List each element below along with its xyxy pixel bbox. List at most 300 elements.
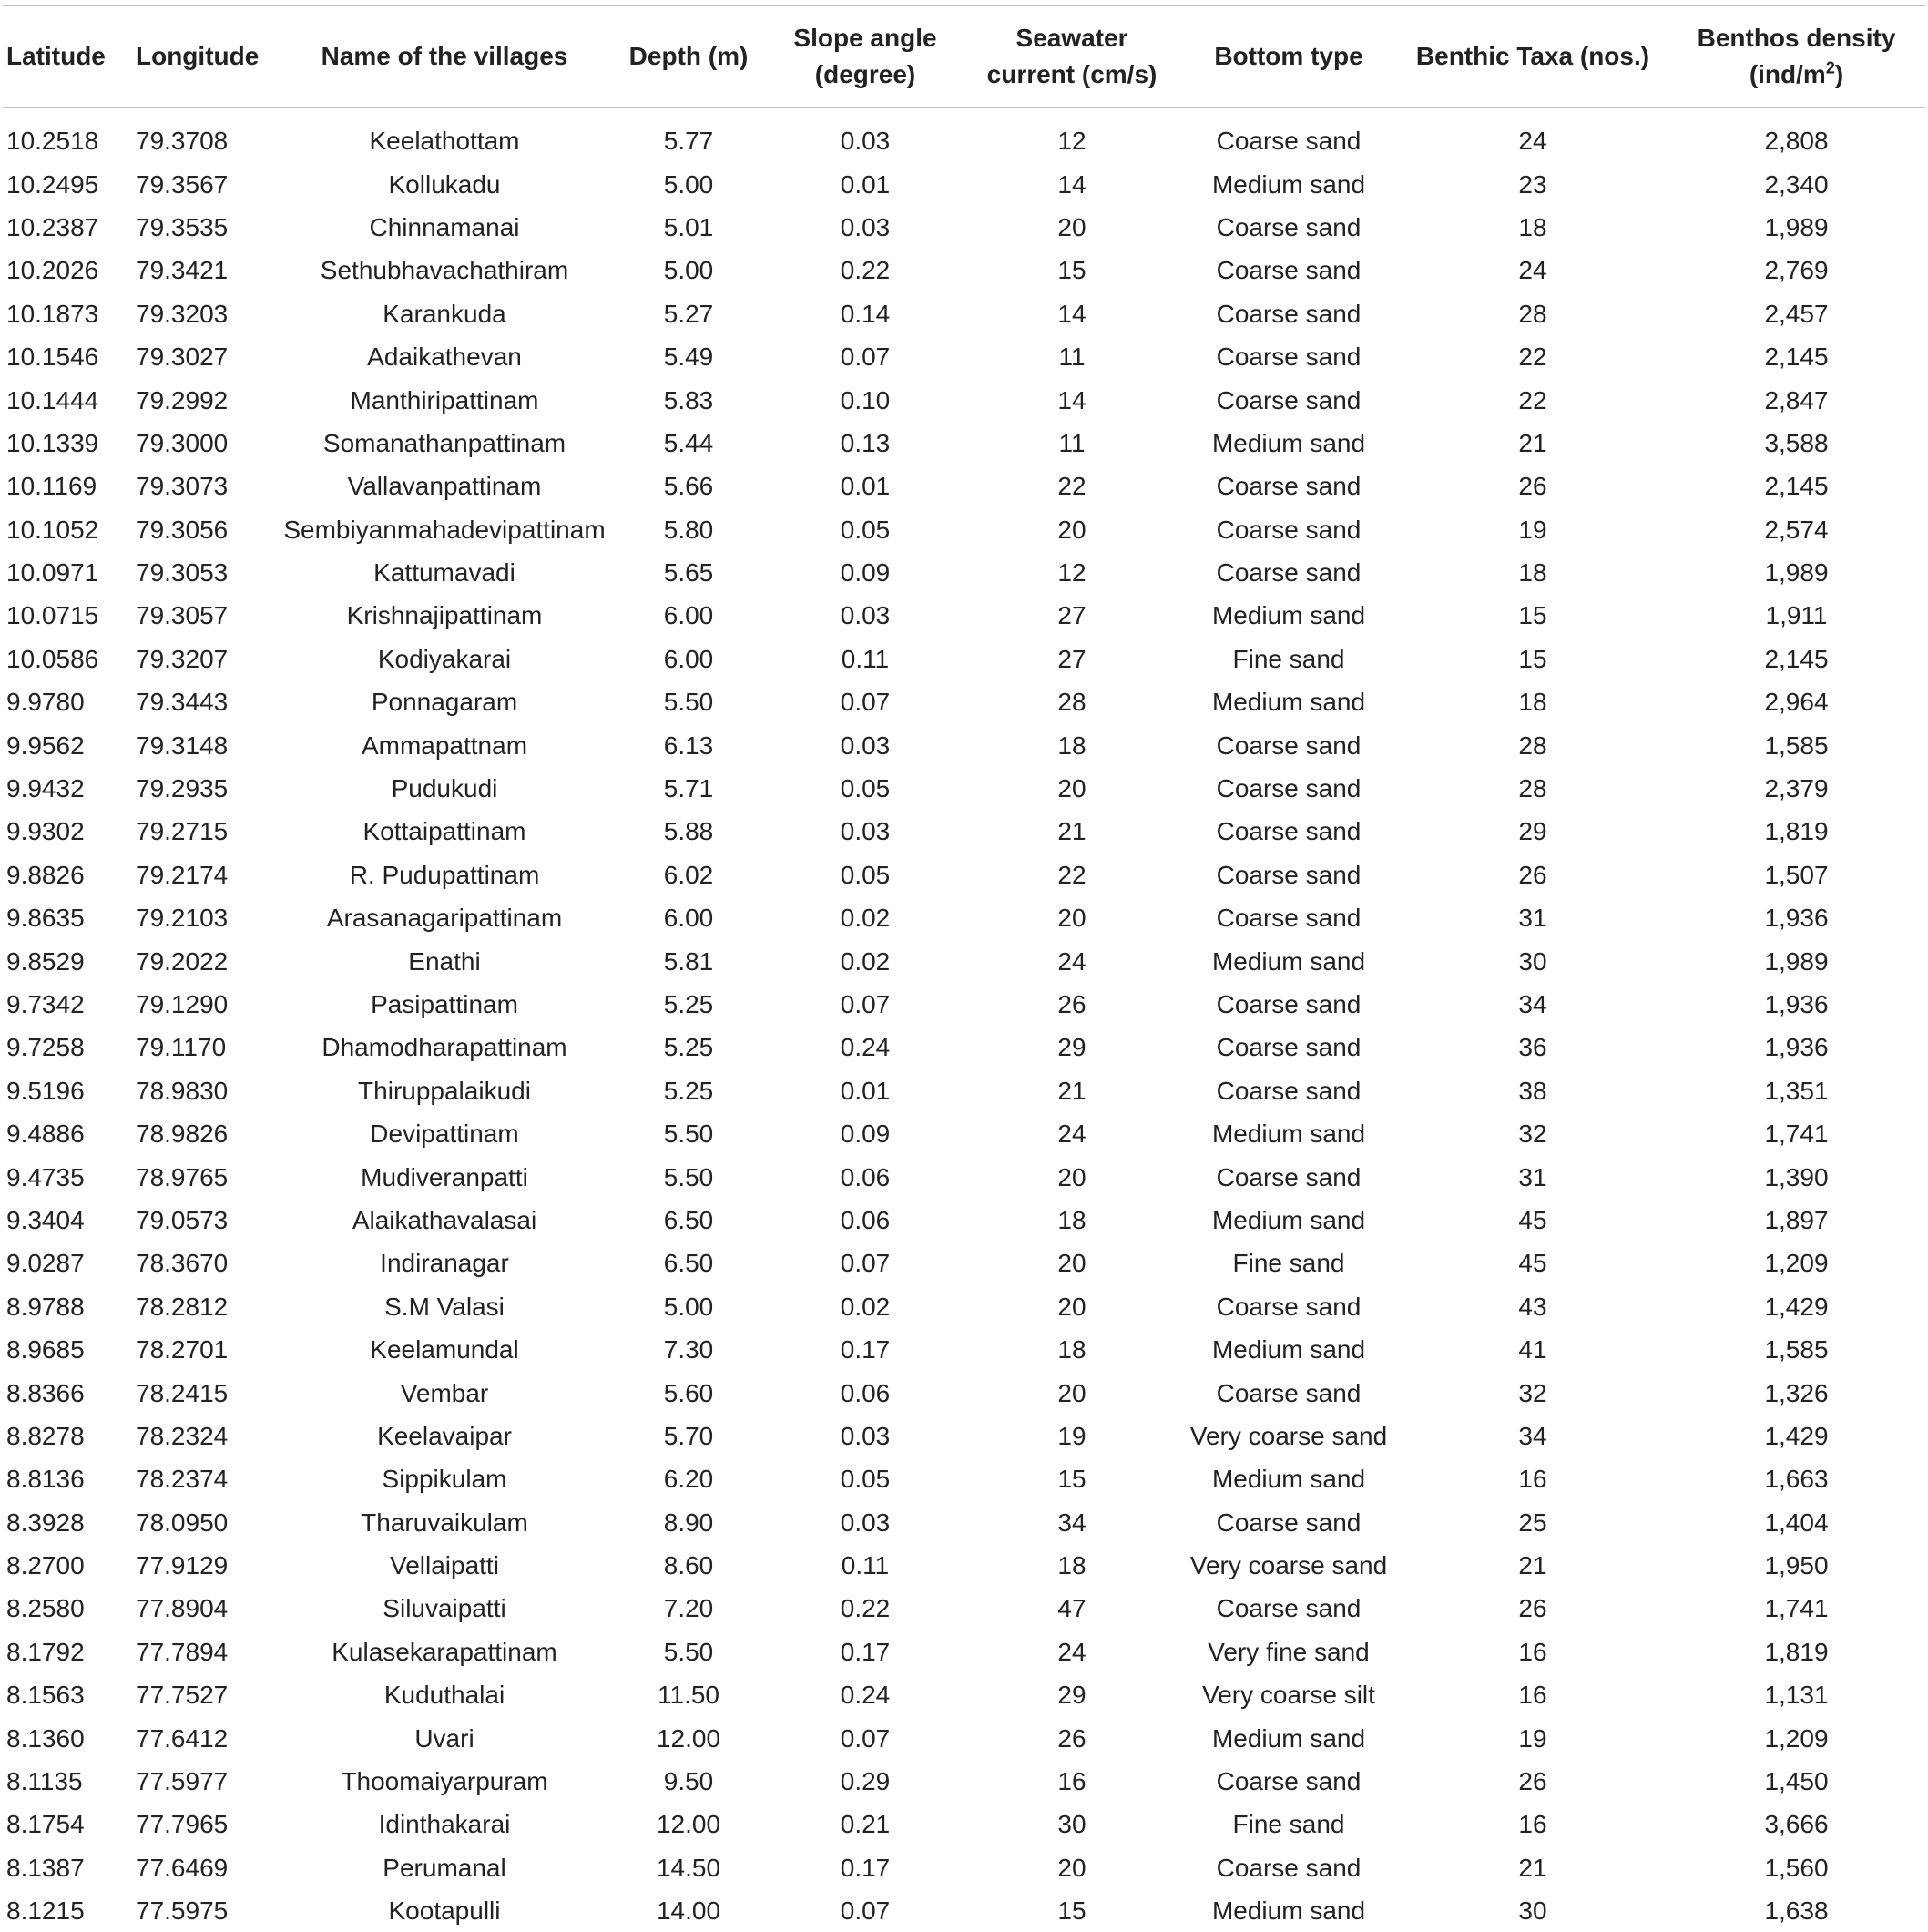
cell-latitude: 10.1873 bbox=[6, 299, 99, 328]
cell-village-name: S.M Valasi bbox=[384, 1292, 505, 1321]
cell-village-name: Vembar bbox=[400, 1378, 489, 1407]
cell-seawater-current: 18 bbox=[1057, 1551, 1086, 1580]
cell-village-name: Ammapattnam bbox=[361, 731, 528, 760]
cell-bottom-type: Coarse sand bbox=[1216, 860, 1362, 889]
cell-depth: 5.27 bbox=[663, 299, 714, 328]
cell-bottom-type: Coarse sand bbox=[1216, 1767, 1362, 1796]
cell-benthos-density: 1,209 bbox=[1764, 1723, 1829, 1753]
cell-slope-angle: 0.05 bbox=[840, 774, 891, 803]
cell-benthos-density: 1,911 bbox=[1765, 601, 1828, 630]
header-depth: Depth (m) bbox=[611, 5, 766, 107]
header-bottom-type: Bottom type bbox=[1179, 5, 1398, 107]
cell-village-name: Tharuvaikulam bbox=[361, 1508, 528, 1537]
table-row bbox=[3, 1112, 1925, 1155]
cell-slope-angle: 0.09 bbox=[840, 558, 891, 588]
cell-latitude: 10.1052 bbox=[6, 515, 99, 544]
cell-benthic-taxa: 32 bbox=[1518, 1119, 1547, 1149]
cell-slope-angle: 0.17 bbox=[840, 1853, 891, 1882]
cell-village-name: Kattumavadi bbox=[373, 558, 515, 588]
table-row bbox=[3, 508, 1925, 551]
cell-latitude: 8.1135 bbox=[6, 1767, 83, 1796]
cell-latitude: 10.0715 bbox=[6, 601, 99, 630]
cell-latitude: 10.1169 bbox=[6, 472, 97, 501]
table-row bbox=[3, 1242, 1925, 1284]
cell-benthos-density: 2,145 bbox=[1764, 644, 1829, 673]
cell-bottom-type: Coarse sand bbox=[1216, 731, 1362, 760]
cell-benthic-taxa: 24 bbox=[1518, 127, 1547, 156]
cell-slope-angle: 0.22 bbox=[840, 1594, 891, 1623]
cell-village-name: Sembiyanmahadevipattinam bbox=[283, 515, 606, 544]
table-row bbox=[3, 1544, 1925, 1587]
cell-slope-angle: 0.07 bbox=[840, 1249, 891, 1278]
cell-latitude: 9.5196 bbox=[6, 1076, 85, 1105]
cell-seawater-current: 21 bbox=[1057, 817, 1086, 846]
cell-slope-angle: 0.02 bbox=[840, 1292, 891, 1321]
cell-village-name: Enathi bbox=[408, 946, 481, 976]
cell-benthic-taxa: 31 bbox=[1518, 1162, 1547, 1191]
cell-latitude: 9.8635 bbox=[6, 904, 85, 933]
cell-village-name: Somanathanpattinam bbox=[322, 428, 566, 457]
cell-bottom-type: Coarse sand bbox=[1216, 127, 1362, 156]
cell-benthos-density: 2,769 bbox=[1764, 256, 1829, 285]
cell-benthic-taxa: 23 bbox=[1518, 169, 1547, 199]
cell-slope-angle: 0.17 bbox=[840, 1637, 891, 1666]
cell-village-name: R. Pudupattinam bbox=[349, 860, 540, 889]
cell-longitude: 78.9830 bbox=[136, 1076, 229, 1105]
cell-depth: 6.20 bbox=[663, 1465, 714, 1494]
cell-slope-angle: 0.09 bbox=[840, 1119, 891, 1149]
cell-depth: 5.60 bbox=[663, 1378, 714, 1407]
cell-latitude: 8.2580 bbox=[6, 1594, 85, 1623]
table-row bbox=[3, 551, 1925, 594]
cell-benthos-density: 1,741 bbox=[1764, 1594, 1829, 1623]
table-header-row bbox=[3, 5, 1925, 107]
cell-benthic-taxa: 29 bbox=[1518, 817, 1547, 846]
cell-depth: 5.77 bbox=[663, 127, 714, 156]
cell-bottom-type: Medium sand bbox=[1211, 688, 1366, 717]
cell-benthic-taxa: 19 bbox=[1518, 1723, 1547, 1753]
cell-village-name: Pudukudi bbox=[391, 774, 498, 803]
cell-depth: 8.60 bbox=[663, 1551, 714, 1580]
cell-bottom-type: Very fine sand bbox=[1208, 1637, 1370, 1666]
cell-seawater-current: 28 bbox=[1057, 688, 1086, 717]
cell-bottom-type: Coarse sand bbox=[1216, 1076, 1362, 1105]
cell-benthic-taxa: 45 bbox=[1518, 1205, 1547, 1234]
cell-depth: 12.00 bbox=[656, 1810, 721, 1839]
cell-longitude: 78.2374 bbox=[136, 1465, 229, 1494]
cell-village-name: Vallavanpattinam bbox=[347, 472, 542, 501]
cell-bottom-type: Medium sand bbox=[1211, 169, 1366, 199]
cell-bottom-type: Very coarse sand bbox=[1189, 1551, 1388, 1580]
cell-longitude: 79.3203 bbox=[136, 299, 229, 328]
cell-slope-angle: 0.03 bbox=[840, 212, 891, 241]
cell-seawater-current: 20 bbox=[1057, 1249, 1086, 1278]
cell-benthos-density: 2,847 bbox=[1764, 385, 1829, 414]
cell-longitude: 79.3708 bbox=[136, 127, 229, 156]
cell-village-name: Kootapulli bbox=[388, 1896, 501, 1926]
cell-longitude: 77.8904 bbox=[136, 1594, 229, 1623]
cell-seawater-current: 15 bbox=[1057, 1896, 1086, 1926]
cell-latitude: 8.1387 bbox=[6, 1853, 85, 1882]
cell-longitude: 78.2324 bbox=[136, 1421, 229, 1450]
cell-seawater-current: 21 bbox=[1057, 1076, 1086, 1105]
cell-longitude: 78.3670 bbox=[136, 1249, 229, 1278]
cell-slope-angle: 0.03 bbox=[840, 127, 891, 156]
cell-benthic-taxa: 22 bbox=[1518, 342, 1547, 372]
cell-seawater-current: 26 bbox=[1057, 1723, 1086, 1753]
cell-latitude: 9.9432 bbox=[6, 774, 85, 803]
cell-latitude: 10.2387 bbox=[6, 212, 99, 241]
cell-slope-angle: 0.21 bbox=[840, 1810, 891, 1839]
cell-benthos-density: 1,585 bbox=[1764, 1335, 1829, 1365]
cell-bottom-type: Coarse sand bbox=[1216, 1162, 1362, 1191]
cell-longitude: 77.5975 bbox=[136, 1896, 229, 1926]
table-row bbox=[3, 810, 1925, 853]
cell-village-name: Pasipattinam bbox=[371, 990, 518, 1018]
cell-bottom-type: Coarse sand bbox=[1216, 299, 1362, 328]
cell-latitude: 9.9780 bbox=[6, 688, 85, 717]
cell-slope-angle: 0.07 bbox=[840, 1896, 891, 1926]
table-row bbox=[3, 162, 1925, 205]
cell-benthos-density: 1,897 bbox=[1764, 1205, 1829, 1234]
cell-benthic-taxa: 18 bbox=[1518, 212, 1547, 241]
cell-benthic-taxa: 18 bbox=[1518, 688, 1547, 717]
cell-depth: 6.02 bbox=[663, 860, 714, 889]
cell-depth: 5.66 bbox=[663, 472, 714, 501]
cell-depth: 11.50 bbox=[658, 1681, 719, 1710]
cell-slope-angle: 0.02 bbox=[840, 946, 891, 976]
table-row bbox=[3, 1199, 1925, 1242]
cell-latitude: 9.8529 bbox=[6, 946, 85, 976]
cell-seawater-current: 15 bbox=[1057, 1465, 1086, 1494]
cell-village-name: Manthiripattinam bbox=[350, 385, 539, 414]
table-row bbox=[3, 422, 1925, 465]
cell-latitude: 10.2518 bbox=[6, 127, 99, 156]
cell-village-name: Perumanal bbox=[383, 1853, 506, 1882]
cell-latitude: 10.1339 bbox=[6, 428, 99, 457]
cell-seawater-current: 15 bbox=[1057, 256, 1086, 285]
table-row bbox=[3, 983, 1925, 1026]
cell-slope-angle: 0.02 bbox=[840, 904, 891, 933]
cell-village-name: Thoomaiyarpuram bbox=[341, 1767, 548, 1796]
cell-latitude: 8.8366 bbox=[6, 1378, 85, 1407]
cell-longitude: 77.6469 bbox=[136, 1853, 229, 1882]
cell-village-name: Idinthakarai bbox=[378, 1810, 511, 1839]
table-row bbox=[3, 638, 1925, 680]
cell-bottom-type: Coarse sand bbox=[1216, 1378, 1362, 1407]
cell-longitude: 79.3443 bbox=[136, 688, 229, 717]
cell-longitude: 79.3567 bbox=[136, 169, 229, 199]
cell-bottom-type: Fine sand bbox=[1232, 1810, 1345, 1839]
cell-benthic-taxa: 32 bbox=[1518, 1378, 1547, 1407]
cell-benthos-density: 2,145 bbox=[1764, 472, 1829, 501]
cell-latitude: 8.9685 bbox=[6, 1335, 85, 1365]
cell-benthos-density: 1,450 bbox=[1764, 1767, 1829, 1796]
table-row bbox=[3, 1716, 1925, 1759]
cell-benthos-density: 2,340 bbox=[1764, 169, 1829, 199]
table-row bbox=[3, 1889, 1925, 1932]
cell-bottom-type: Coarse sand bbox=[1216, 774, 1362, 803]
cell-village-name: Kodiyakarai bbox=[377, 644, 512, 673]
cell-village-name: Vellaipatti bbox=[390, 1551, 499, 1580]
cell-latitude: 9.7342 bbox=[6, 990, 85, 1018]
cell-latitude: 9.0287 bbox=[6, 1249, 85, 1278]
cell-village-name: Ponnagaram bbox=[371, 688, 518, 717]
cell-bottom-type: Coarse sand bbox=[1216, 990, 1362, 1018]
cell-latitude: 8.1360 bbox=[6, 1723, 85, 1753]
cell-benthos-density: 1,936 bbox=[1764, 990, 1829, 1018]
cell-village-name: Krishnajipattinam bbox=[346, 601, 543, 630]
cell-village-name: Indiranagar bbox=[380, 1249, 509, 1278]
cell-benthic-taxa: 15 bbox=[1518, 644, 1547, 673]
cell-slope-angle: 0.03 bbox=[840, 1508, 891, 1537]
cell-benthic-taxa: 24 bbox=[1518, 256, 1547, 285]
cell-longitude: 78.9826 bbox=[136, 1119, 229, 1149]
cell-seawater-current: 24 bbox=[1057, 1637, 1086, 1666]
cell-depth: 6.50 bbox=[663, 1205, 714, 1234]
cell-benthos-density: 1,326 bbox=[1764, 1378, 1829, 1407]
cell-slope-angle: 0.07 bbox=[840, 688, 891, 717]
cell-benthic-taxa: 25 bbox=[1518, 1508, 1547, 1537]
cell-latitude: 9.9302 bbox=[6, 817, 85, 846]
cell-latitude: 10.2026 bbox=[6, 256, 99, 285]
cell-seawater-current: 20 bbox=[1057, 1378, 1086, 1407]
cell-seawater-current: 20 bbox=[1057, 774, 1086, 803]
cell-benthos-density: 1,404 bbox=[1764, 1508, 1829, 1537]
cell-benthic-taxa: 16 bbox=[1518, 1810, 1547, 1839]
cell-longitude: 79.2715 bbox=[136, 817, 229, 846]
table-row bbox=[3, 107, 1925, 162]
cell-village-name: Keelathottam bbox=[369, 127, 520, 156]
table-row bbox=[3, 767, 1925, 810]
table-row bbox=[3, 206, 1925, 249]
cell-longitude: 79.1290 bbox=[136, 990, 229, 1018]
cell-village-name: Mudiveranpatti bbox=[361, 1162, 528, 1191]
cell-benthos-density: 1,741 bbox=[1764, 1119, 1829, 1149]
cell-bottom-type: Fine sand bbox=[1232, 1249, 1345, 1278]
cell-benthic-taxa: 15 bbox=[1518, 601, 1547, 630]
cell-benthos-density: 1,585 bbox=[1764, 731, 1829, 760]
cell-benthos-density: 2,457 bbox=[1764, 299, 1829, 328]
table-row bbox=[3, 854, 1925, 896]
cell-depth: 12.00 bbox=[656, 1723, 721, 1753]
cell-bottom-type: Coarse sand bbox=[1216, 1033, 1362, 1062]
table-row bbox=[3, 1069, 1925, 1112]
cell-seawater-current: 22 bbox=[1057, 472, 1086, 501]
cell-longitude: 79.3053 bbox=[136, 558, 229, 588]
cell-benthic-taxa: 21 bbox=[1518, 1551, 1547, 1580]
cell-seawater-current: 34 bbox=[1057, 1508, 1086, 1537]
cell-bottom-type: Medium sand bbox=[1211, 601, 1366, 630]
header-benthos-density: Benthos density $(ind/m^2)$ bbox=[1668, 5, 1925, 107]
table-row bbox=[3, 1026, 1925, 1068]
cell-longitude: 79.3057 bbox=[136, 601, 229, 630]
table-row bbox=[3, 1415, 1925, 1457]
cell-village-name: Keelamundal bbox=[370, 1335, 519, 1365]
cell-slope-angle: 0.24 bbox=[840, 1681, 891, 1710]
cell-longitude: 79.2174 bbox=[136, 860, 229, 889]
cell-slope-angle: 0.05 bbox=[840, 1465, 891, 1494]
cell-depth: 5.00 bbox=[663, 169, 714, 199]
header-latitude: Latitude bbox=[3, 5, 132, 107]
cell-longitude: 78.9765 bbox=[136, 1162, 229, 1191]
cell-benthic-taxa: 36 bbox=[1518, 1033, 1547, 1062]
cell-benthos-density: 1,663 bbox=[1764, 1465, 1829, 1494]
cell-longitude: 78.2415 bbox=[136, 1378, 229, 1407]
cell-depth: 5.50 bbox=[663, 1162, 714, 1191]
table-row bbox=[3, 292, 1925, 335]
table-row bbox=[3, 1760, 1925, 1803]
cell-longitude: 79.2022 bbox=[136, 946, 229, 976]
table-row bbox=[3, 723, 1925, 766]
table-row bbox=[3, 335, 1925, 378]
table-row bbox=[3, 1371, 1925, 1414]
table-row bbox=[3, 939, 1925, 982]
table-row bbox=[3, 1673, 1925, 1716]
cell-seawater-current: 18 bbox=[1057, 731, 1086, 760]
cell-seawater-current: 18 bbox=[1057, 1205, 1086, 1234]
cell-benthic-taxa: 16 bbox=[1518, 1465, 1547, 1494]
cell-longitude: 79.3148 bbox=[136, 731, 229, 760]
table-row bbox=[3, 1457, 1925, 1500]
cell-seawater-current: 12 bbox=[1057, 558, 1086, 588]
cell-latitude: 8.8278 bbox=[6, 1421, 85, 1450]
cell-depth: 5.80 bbox=[663, 515, 714, 544]
cell-seawater-current: 19 bbox=[1057, 1421, 1086, 1450]
cell-bottom-type: Medium sand bbox=[1211, 1465, 1366, 1494]
cell-slope-angle: 0.11 bbox=[841, 644, 890, 673]
cell-seawater-current: 22 bbox=[1057, 860, 1086, 889]
cell-benthic-taxa: 31 bbox=[1518, 904, 1547, 933]
cell-benthic-taxa: 34 bbox=[1518, 990, 1547, 1018]
cell-benthic-taxa: 21 bbox=[1518, 428, 1547, 457]
cell-benthic-taxa: 26 bbox=[1518, 1767, 1547, 1796]
cell-slope-angle: 0.03 bbox=[840, 1421, 891, 1450]
table-row bbox=[3, 1501, 1925, 1544]
cell-benthos-density: 1,819 bbox=[1764, 817, 1829, 846]
cell-latitude: 8.1792 bbox=[6, 1637, 85, 1666]
cell-depth: 5.70 bbox=[663, 1421, 714, 1450]
cell-depth: 6.50 bbox=[663, 1249, 714, 1278]
cell-benthic-taxa: 30 bbox=[1518, 1896, 1547, 1926]
cell-depth: 5.81 bbox=[663, 946, 714, 976]
cell-longitude: 79.3027 bbox=[136, 342, 229, 372]
cell-longitude: 78.2701 bbox=[136, 1335, 229, 1365]
cell-benthos-density: 1,819 bbox=[1764, 1637, 1829, 1666]
cell-bottom-type: Medium sand bbox=[1211, 1723, 1366, 1753]
cell-depth: 6.00 bbox=[663, 904, 714, 933]
cell-bottom-type: Medium sand bbox=[1211, 946, 1366, 976]
cell-seawater-current: 14 bbox=[1057, 385, 1086, 414]
cell-seawater-current: 20 bbox=[1057, 904, 1086, 933]
cell-benthos-density: 1,131 bbox=[1764, 1681, 1829, 1710]
cell-seawater-current: 12 bbox=[1057, 127, 1086, 156]
cell-depth: 5.65 bbox=[663, 558, 714, 588]
cell-seawater-current: 11 bbox=[1058, 428, 1086, 457]
cell-longitude: 79.3073 bbox=[136, 472, 229, 501]
cell-benthic-taxa: 21 bbox=[1518, 1853, 1547, 1882]
header-benthic-taxa: Benthic Taxa (nos.) bbox=[1398, 5, 1668, 107]
cell-latitude: 10.1444 bbox=[6, 385, 99, 414]
cell-benthos-density: 2,808 bbox=[1764, 127, 1829, 156]
cell-benthic-taxa: 26 bbox=[1518, 860, 1547, 889]
cell-longitude: 78.2812 bbox=[136, 1292, 229, 1321]
cell-depth: 5.00 bbox=[663, 256, 714, 285]
cell-latitude: 8.8136 bbox=[6, 1465, 85, 1494]
cell-seawater-current: 29 bbox=[1057, 1681, 1086, 1710]
table-row bbox=[3, 1155, 1925, 1198]
cell-benthic-taxa: 38 bbox=[1518, 1076, 1547, 1105]
table-row bbox=[3, 1803, 1925, 1845]
cell-bottom-type: Medium sand bbox=[1211, 1119, 1366, 1149]
cell-village-name: Arasanagaripattinam bbox=[326, 904, 563, 933]
cell-seawater-current: 20 bbox=[1057, 1292, 1086, 1321]
cell-bottom-type: Coarse sand bbox=[1216, 342, 1362, 372]
cell-village-name: Kollukadu bbox=[388, 169, 501, 199]
cell-latitude: 8.2700 bbox=[6, 1551, 85, 1580]
cell-slope-angle: 0.29 bbox=[840, 1767, 891, 1796]
cell-benthos-density: 1,989 bbox=[1764, 946, 1829, 976]
cell-bottom-type: Fine sand bbox=[1232, 644, 1345, 673]
cell-slope-angle: 0.06 bbox=[840, 1162, 891, 1191]
cell-benthos-density: 3,666 bbox=[1764, 1810, 1829, 1839]
cell-seawater-current: 20 bbox=[1057, 1853, 1086, 1882]
table-row bbox=[3, 680, 1925, 723]
cell-benthos-density: 1,638 bbox=[1764, 1896, 1829, 1926]
cell-depth: 6.00 bbox=[663, 601, 714, 630]
cell-depth: 8.90 bbox=[663, 1508, 714, 1537]
cell-latitude: 9.9562 bbox=[6, 731, 85, 760]
cell-slope-angle: 0.01 bbox=[840, 1076, 891, 1105]
cell-bottom-type: Coarse sand bbox=[1216, 385, 1362, 414]
cell-slope-angle: 0.03 bbox=[840, 601, 891, 630]
cell-village-name: Adaikathevan bbox=[367, 342, 522, 372]
cell-slope-angle: 0.07 bbox=[840, 1723, 891, 1753]
cell-bottom-type: Very coarse sand bbox=[1189, 1421, 1388, 1450]
cell-depth: 14.50 bbox=[656, 1853, 721, 1882]
cell-benthic-taxa: 26 bbox=[1518, 472, 1547, 501]
cell-seawater-current: 24 bbox=[1057, 1119, 1086, 1149]
cell-slope-angle: 0.07 bbox=[840, 342, 891, 372]
cell-seawater-current: 18 bbox=[1057, 1335, 1086, 1365]
table-row bbox=[3, 896, 1925, 939]
cell-benthic-taxa: 41 bbox=[1518, 1335, 1547, 1365]
cell-bottom-type: Coarse sand bbox=[1216, 1853, 1362, 1882]
cell-benthos-density: 2,145 bbox=[1764, 342, 1829, 372]
table-row bbox=[3, 594, 1925, 637]
table-row bbox=[3, 1846, 1925, 1889]
header-longitude: Longitude bbox=[132, 5, 278, 107]
cell-latitude: 9.7258 bbox=[6, 1033, 85, 1062]
cell-bottom-type: Medium sand bbox=[1211, 1335, 1366, 1365]
cell-benthic-taxa: 28 bbox=[1518, 774, 1547, 803]
cell-bottom-type: Coarse sand bbox=[1216, 904, 1362, 933]
cell-slope-angle: 0.05 bbox=[840, 860, 891, 889]
cell-longitude: 79.3207 bbox=[136, 644, 229, 673]
cell-latitude: 8.1563 bbox=[6, 1681, 85, 1710]
cell-benthic-taxa: 22 bbox=[1518, 385, 1547, 414]
cell-benthos-density: 1,936 bbox=[1764, 1033, 1829, 1062]
table-row bbox=[3, 249, 1925, 291]
cell-depth: 5.25 bbox=[663, 990, 714, 1018]
cell-benthos-density: 2,574 bbox=[1764, 515, 1829, 544]
cell-latitude: 8.3928 bbox=[6, 1508, 85, 1537]
cell-depth: 7.20 bbox=[663, 1594, 714, 1623]
cell-benthic-taxa: 34 bbox=[1518, 1421, 1547, 1450]
cell-benthic-taxa: 45 bbox=[1518, 1249, 1547, 1278]
cell-bottom-type: Coarse sand bbox=[1216, 256, 1362, 285]
cell-seawater-current: 14 bbox=[1057, 299, 1086, 328]
